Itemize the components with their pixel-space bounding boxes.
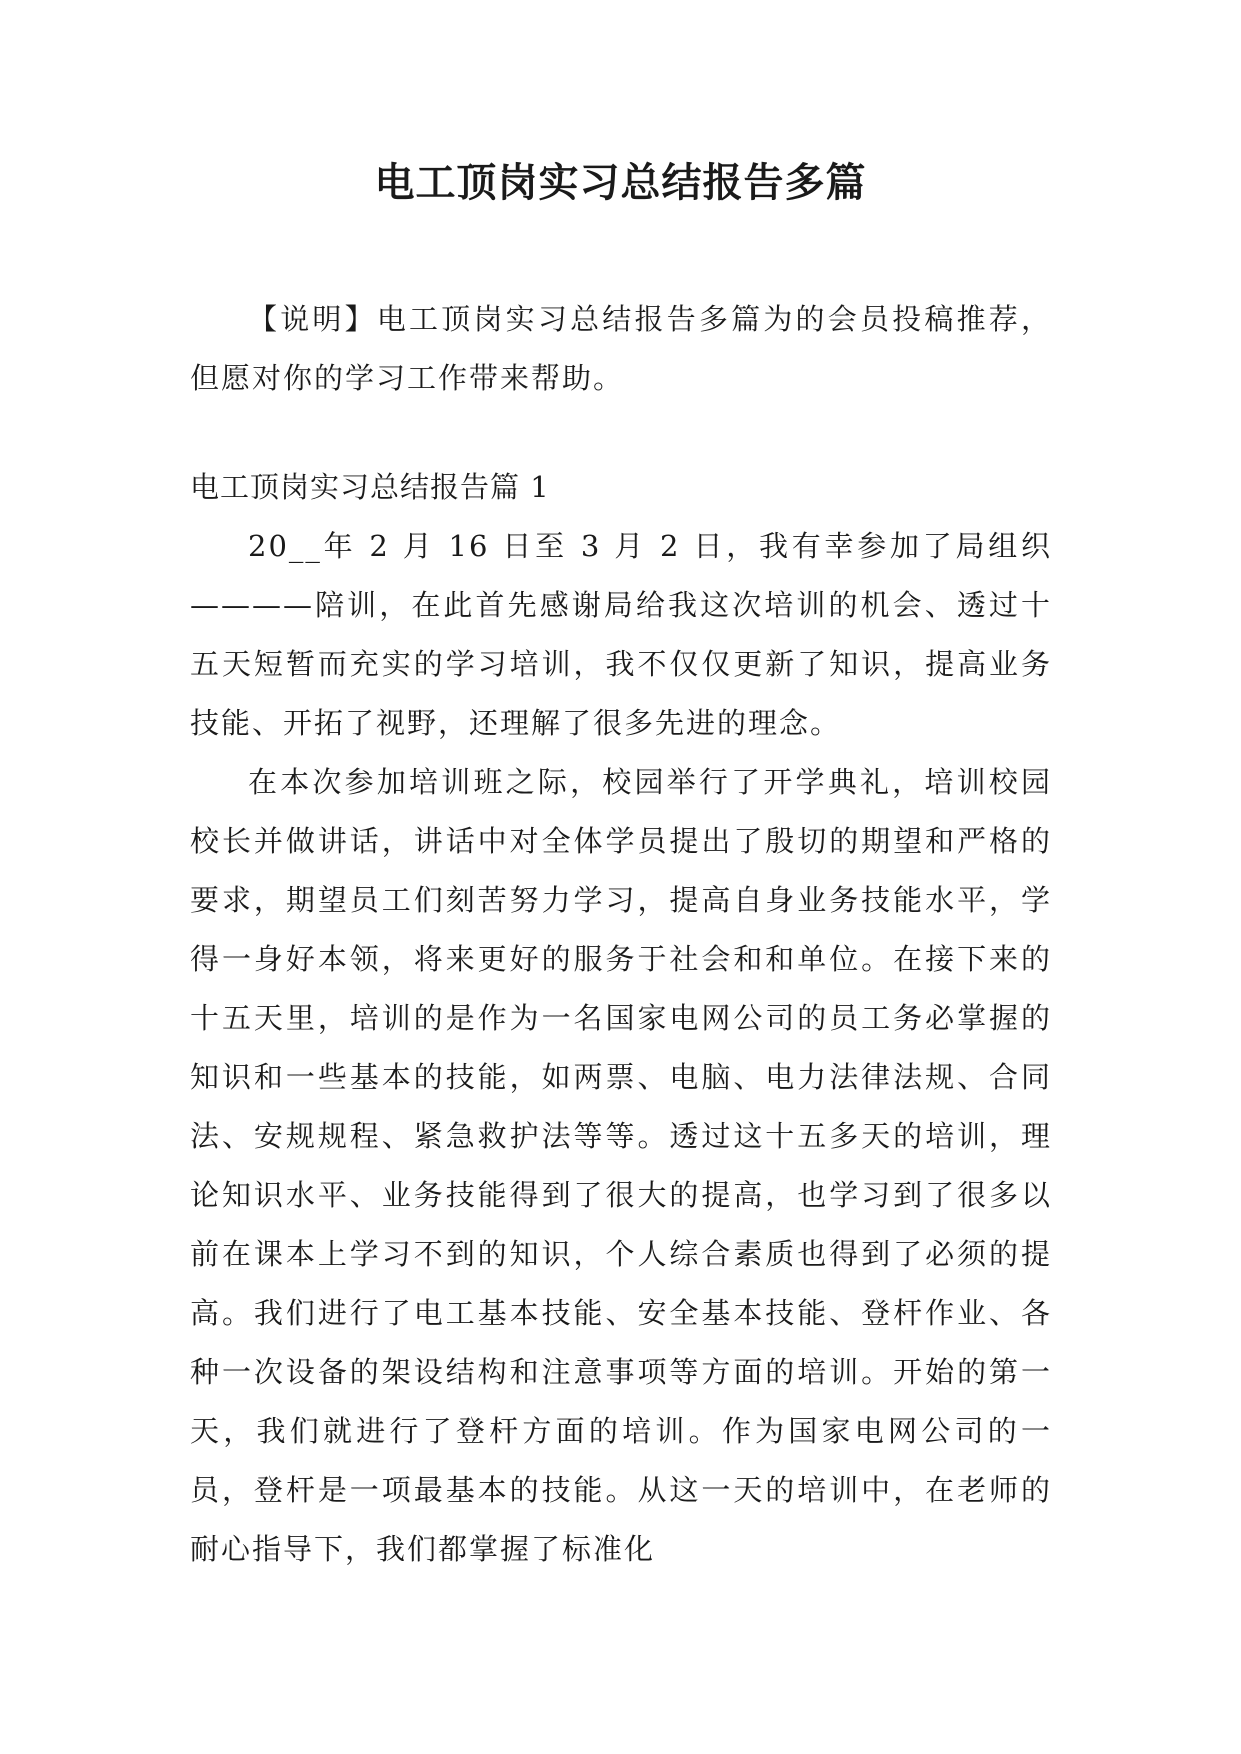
section-paragraph: 20__年 2 月 16 日至 3 月 2 日，我有幸参加了局组织————陪训，在此首先感谢局给我这次培训的机会、透过十五天短暂而充实的学习培训，我不仅仅更新了知识，提高业务技能、开拓了视野，还理解了很多先进的理念。	[190, 529, 1052, 740]
section-heading: 电工顶岗实习总结报告篇 1	[190, 470, 550, 504]
section-paragraph: 在本次参加培训班之际，校园举行了开学典礼，培训校园校长并做讲话，讲话中对全体学员提出了殷切的期望和严格的要求，期望员工们刻苦努力学习，提高自身业务技能水平，学得一身好本领，将来更好的服务于社会和和单位。在接下来的十五天里，培训的是作为一名国家电网公司的员工务必掌握的知识和一些基本的技能，如两票、电脑、电力法律法规、合同法、安规规程、紧急救护法等等。透过这十五多天的培训，理论知识水平、业务技能得到了很大的提高，也学习到了很多以前在课本上学习不到的知识，个人综合素质也得到了必须的提高。我们进行了电工基本技能、安全基本技能、登杆作业、各种一次设备的架设结构和注意事项等方面的培训。开始的第一天，我们就进行了登杆方面的培训。作为国家电网公司的一员，登杆是一项最基本的技能。从这一天的培训中，在老师的耐心指导下，我们都掌握了标准化	[190, 765, 1052, 1566]
section-1	[190, 458, 1052, 1579]
document-note	[190, 290, 1052, 408]
document-title: 电工顶岗实习总结报告多篇	[374, 159, 867, 206]
note-paragraph: 【说明】电工顶岗实习总结报告多篇为的会员投稿推荐，但愿对你的学习工作带来帮助。	[190, 302, 1052, 395]
